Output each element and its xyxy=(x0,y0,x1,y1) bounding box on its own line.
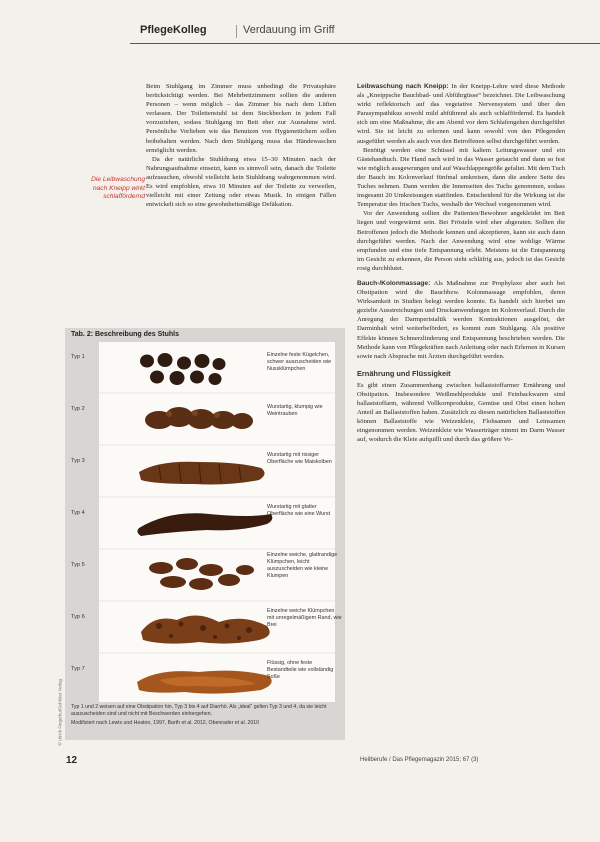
column-left xyxy=(146,82,336,209)
image-credit-text: © Ulrich Fingerhut/Schlüter Verlag xyxy=(57,679,63,746)
image-credit xyxy=(54,665,64,745)
stool-type-4-icon xyxy=(137,513,272,536)
paragraph: Benötigt werden eine Schüssel mit kaltem Leitungswasser und ein Gästehandtuch. Die Hand nach wird in das Wasser getaucht und dann so fest wie möglich ausgewrungen und auf Waschlappengröße gefaltet. Mit dem Tuch der Bauch im Kolonverlauf fünfmal umkreisen, dann die andere Seite des Tuches nehmen. Dann werden die Innenseiten des Tuchs genommen, sodass insgesamt 20 Umkreisungen stattfinden. Entscheidend für die Wirkung ist die Temperatur des frischen Tuchs, weshalb der Wechsel vorgenommen wird. xyxy=(357,146,565,209)
row-desc-type-3: Wurstartig mit rissiger Oberfläche wie Maiskolben xyxy=(267,452,332,465)
pull-quote: Die Leibwaschung nach Kneipp wirkt schlaffördernd xyxy=(91,176,145,201)
row-label-type-3: Typ 3 xyxy=(71,458,85,464)
row-desc-type-6: Einzelne weiche Klümpchen mit unregelmäßigem Rand, wie Brei xyxy=(267,608,342,628)
column-right xyxy=(357,82,565,445)
row-desc-type-1: Einzelne feste Kügelchen, schwer auszuscheiden wie Nussklümpchen xyxy=(267,352,332,372)
row-desc-type-7: Flüssig, ohne feste Bestandteile wie vollständig Soße xyxy=(267,660,334,680)
header-separator xyxy=(236,25,237,38)
table-note-text: Typ 1 und 2 weisen auf eine Obstipation hin, Typ 3 bis 4 auf Diarrhö. Als „ideal“ gelten Typ 3 und 4, da sie leicht auszuscheiden sind und nicht mit Beschwerden einhergehen. xyxy=(71,704,327,717)
stool-type-5-icon xyxy=(149,558,254,590)
header-topic: Verdauung im Griff xyxy=(243,24,335,36)
magazine-brand: PflegeKolleg xyxy=(140,24,207,36)
row-label-type-6: Typ 6 xyxy=(71,614,85,620)
page-number: 12 xyxy=(66,755,78,766)
section-heading-nutrition: Ernährung und Flüssigkeit xyxy=(357,368,451,378)
stool-type-7-icon xyxy=(137,671,272,694)
stool-type-table xyxy=(65,328,345,740)
row-label-type-5: Typ 5 xyxy=(71,562,85,568)
row-desc-type-4: Wurstartig mit glatter Oberfläche wie eine Wurst xyxy=(267,504,331,517)
runin-massage: Bauch-/Kolonmassage: xyxy=(357,279,431,287)
table-source: Modifiziert nach Lewis und Heaton, 1997, Barth et al. 2012, Obenrader et al. 2010 xyxy=(71,719,260,726)
table-footnote xyxy=(71,704,339,726)
row-label-type-7: Typ 7 xyxy=(71,666,85,672)
row-label-type-4: Typ 4 xyxy=(71,510,85,516)
paragraph-kneipp xyxy=(357,82,565,146)
paragraph: Vor der Anwendung sollten die Patienten/Bewohner angekleidet im Bett liegen und vorgewärmt sein. Bei Frösteln wird eher abgeraten. Sollten die Betroffenen jedoch die Methode kennen und akzeptieren, kann sie auch dann durchgeführt werden. Nach der Anwendung wird eine wohlige Wärme empfunden und eine tiefe Entspannung erlebt. Meistens ist die Entspannung im Gesicht zu erkennen, die Person sieht schläfrig aus, jedoch ist das Gesicht rosig durchblutet. xyxy=(357,210,565,272)
row-desc-type-2: Wurstartig, klumpig wie Weintrauben xyxy=(267,404,323,417)
stool-illustrations xyxy=(99,342,335,702)
stool-type-1-icon xyxy=(140,353,226,385)
row-desc-type-5: Einzelne weiche, glattrandige Klümpchen, leicht auszuscheiden wie kleine Klumpen xyxy=(267,552,338,579)
footer-source: Heilberufe / Das Pflegemagazin 2015; 67 (3) xyxy=(360,757,479,763)
row-label-type-2: Typ 2 xyxy=(71,406,85,412)
row-label-type-1: Typ 1 xyxy=(71,354,85,360)
massage-text: Als Maßnahme zur Prophylaxe aber auch bei Obstipation wird die Bauchbzw. Kolonmassage empfohlen, deren Wirksamkeit in Studien belegt werden konnte. Es handelt sich hierbei um gezielte Ausstreichungen und Druckanwendungen im Kolonverlauf. Durch die Anregung der Darmperistaltik werden Kontraktionen ausgelöst, der Darminhalt wird weiterbefördert, es kommt zum Stuhlgang. Als positive Effekte können Schmerzlinderung und Entspannung beschrieben werden. Die Methode kann von Pflegekräften nach Anleitung oder nach Erlernen in Kursen sowie nach Absprache mit Ärzten durchgeführt werden. xyxy=(357,279,565,360)
paragraph-massage xyxy=(357,279,565,361)
header-rule xyxy=(130,43,600,44)
runin-kneipp: Leibwaschung nach Kneipp: xyxy=(357,83,449,90)
paragraph: Beim Stuhlgang im Zimmer muss unbedingt die Privatsphäre berücksichtigt werden. Bei Mehrbettzimmern sollten die anderen Personen – wenn möglich – das Zimmer bis nach dem Lüften verlassen. Der Toilettenstuhl ist dem Steckbecken in jedem Fall vorzuziehen, sodass Stuhlgang im Bett eher zur Ausnahme wird. Persönliche Vorlieben wie das Benutzen von Hygienetüchern sollen beibehalten werden. Nach dem Stuhlgang muss das Händewaschen ermöglicht werden. xyxy=(146,83,336,154)
table-title: Tab. 2: Beschreibung des Stuhls xyxy=(71,331,180,338)
page-header xyxy=(60,23,580,41)
stool-type-2-icon xyxy=(145,407,253,429)
paragraph: Es gibt einen Zusammenhang zwischen ballaststoffarmer Ernährung und Obstipation. Insbesondere Weißmehlprodukte und Feinbackwaren sind ballaststoffarm, während Vollkornprodukte, Gemüse und Obst einen hohen Anteil an Ballaststoffen haben. Zusätzlich zu diesen natürlichen Ballaststoffen können Ballaststoffe wie Weizenkleie, Flohsamen und Leinsamen eingenommen werden. Weizenkleie wie Wasserträger nimmt im Darm Wasser auf, wodurch die Kleie aufquillt und durch das größere Vo- xyxy=(357,381,565,444)
kneipp-text: In der Kneipp-Lehre wird diese Methode als „Kneippsche Bauchbad- und Abführgüsse“ bezeichnet. Die Leibwaschung wirkt reflektorisch auf das vegetative Nervensystem und über den Parasympathikus sowohl mild abführend als auch schlaffördernd. Es handelt sich um eine Maßnahme, die am Abend vor dem Schlafengehen durchgeführt wird. Sie ist leicht zu erlernen und kann sowohl von den Pflegenden ausgeführt werden als auch von den Betroffenen selbst durchgeführt werden. xyxy=(357,83,565,145)
stool-type-6-icon xyxy=(141,615,270,643)
stool-type-3-icon xyxy=(139,462,265,485)
paragraph: Da der natürliche Stuhldrang etwa 15–30 Minuten nach der Nahrungsaufnahme einsetzt, kann es sinnvoll sein, danach die Toilette aufzusuchen, obwohl vielleicht kein Stuhldrang wahrgenommen wird. Es wird empfohlen, etwa 10 Minuten auf der Toilette zu verweilen, vielleicht mit einer Zeitung oder etwas Musik. In einigen Fällen entwickelt sich so eine gewohnheitsmäßige Defäkation. xyxy=(146,155,336,209)
